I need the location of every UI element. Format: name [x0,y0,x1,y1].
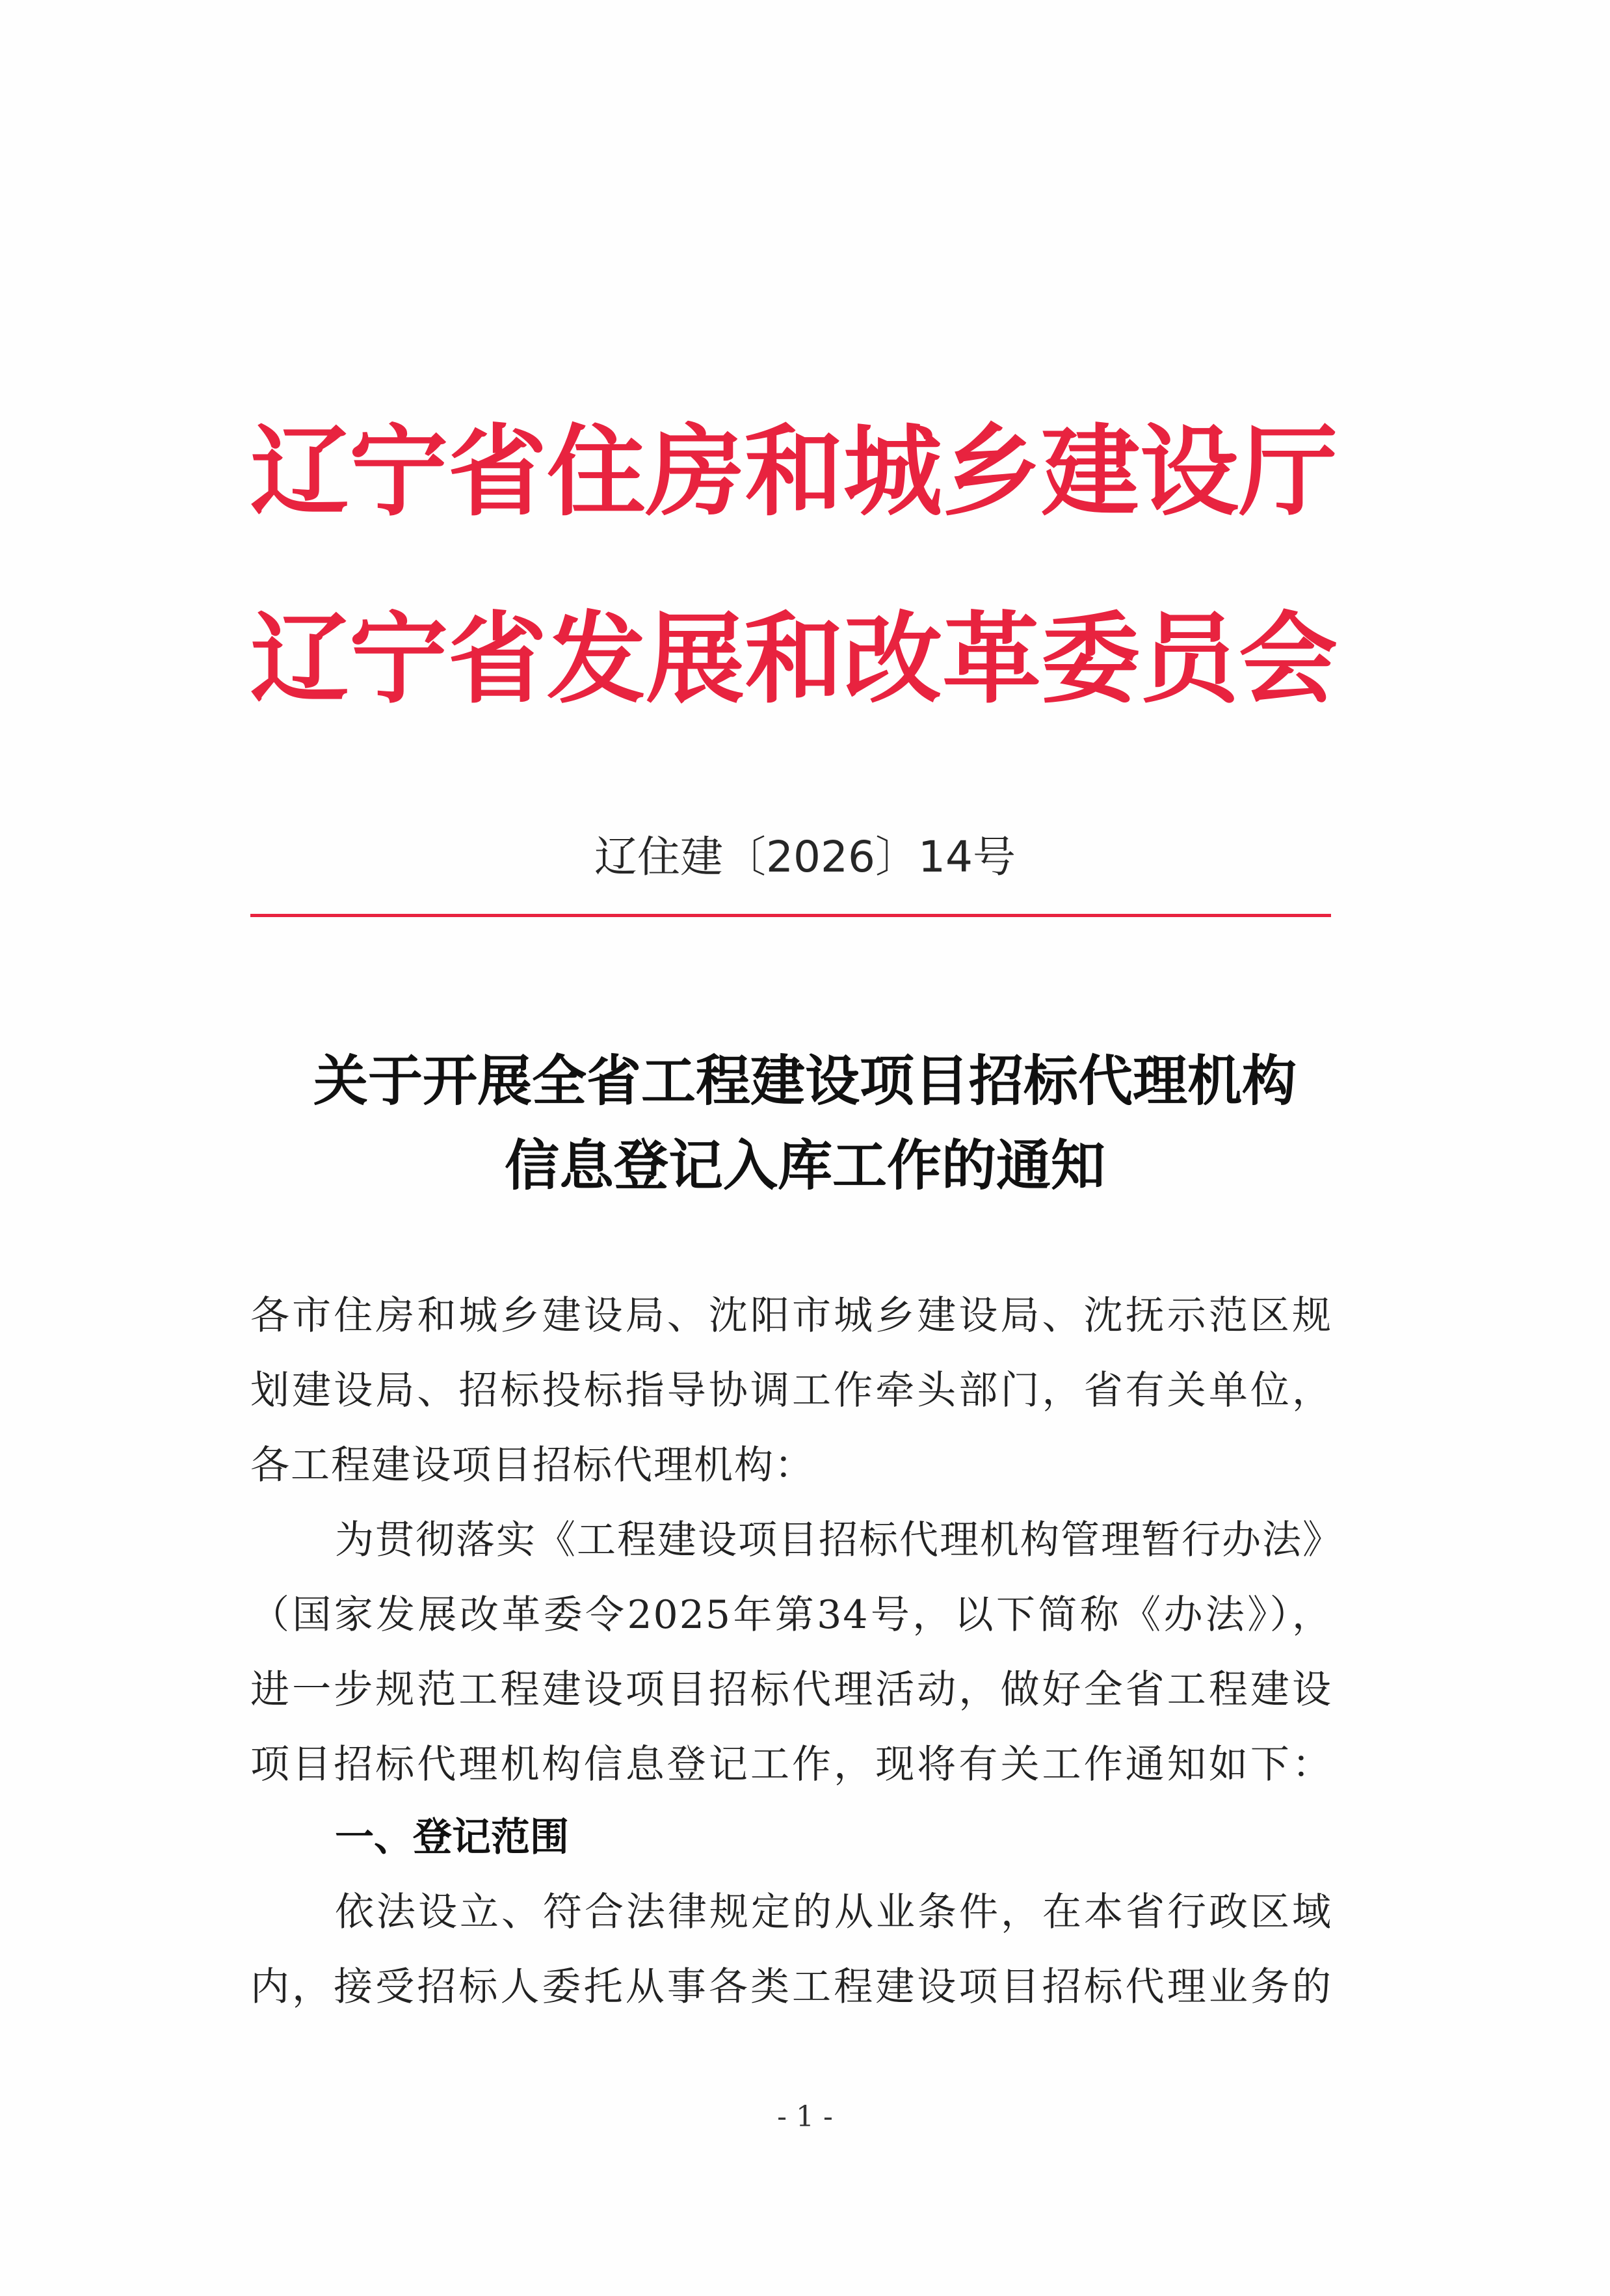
recipients-line-1: 各市住房和城乡建设局、沈阳市城乡建设局、沈抚示范区规 [250,1293,1332,1339]
intro-line-4: 项目招标代理机构信息登记工作，现将有关工作通知如下： [250,1742,1332,1787]
issuer-name-housing-department: 辽宁省住房和城乡建设厅 [250,414,1338,529]
issuer-name-development-commission: 辽宁省发展和改革委员会 [250,602,1338,717]
recipients-line-2: 划建设局、招标投标指导协调工作牵头部门，省有关单位， [250,1368,1332,1413]
intro-line-2: （国家发展改革委令2025年第34号，以下简称《办法》）， [250,1592,1332,1638]
document-title-line-1: 关于开展全省工程建设项目招标代理机构 [313,1049,1297,1113]
document-number: 辽住建〔2026〕14号 [594,832,1016,882]
document-title-line-2: 信息登记入库工作的通知 [504,1134,1105,1197]
recipients-line-3: 各工程建设项目招标代理机构： [250,1443,815,1488]
red-separator-line [250,914,1331,917]
section-1-line-1: 依法设立、符合法律规定的从业条件，在本省行政区域 [335,1889,1332,1935]
intro-line-1: 为贯彻落实《工程建设项目招标代理机构管理暂行办法》 [335,1517,1343,1563]
intro-line-3: 进一步规范工程建设项目招标代理活动，做好全省工程建设 [250,1667,1332,1713]
section-1-line-2: 内，接受招标人委托从事各类工程建设项目招标代理业务的 [250,1964,1332,2010]
page-number: - 1 - [777,2100,833,2133]
section-heading-registration-scope: 一、登记范围 [335,1815,569,1860]
